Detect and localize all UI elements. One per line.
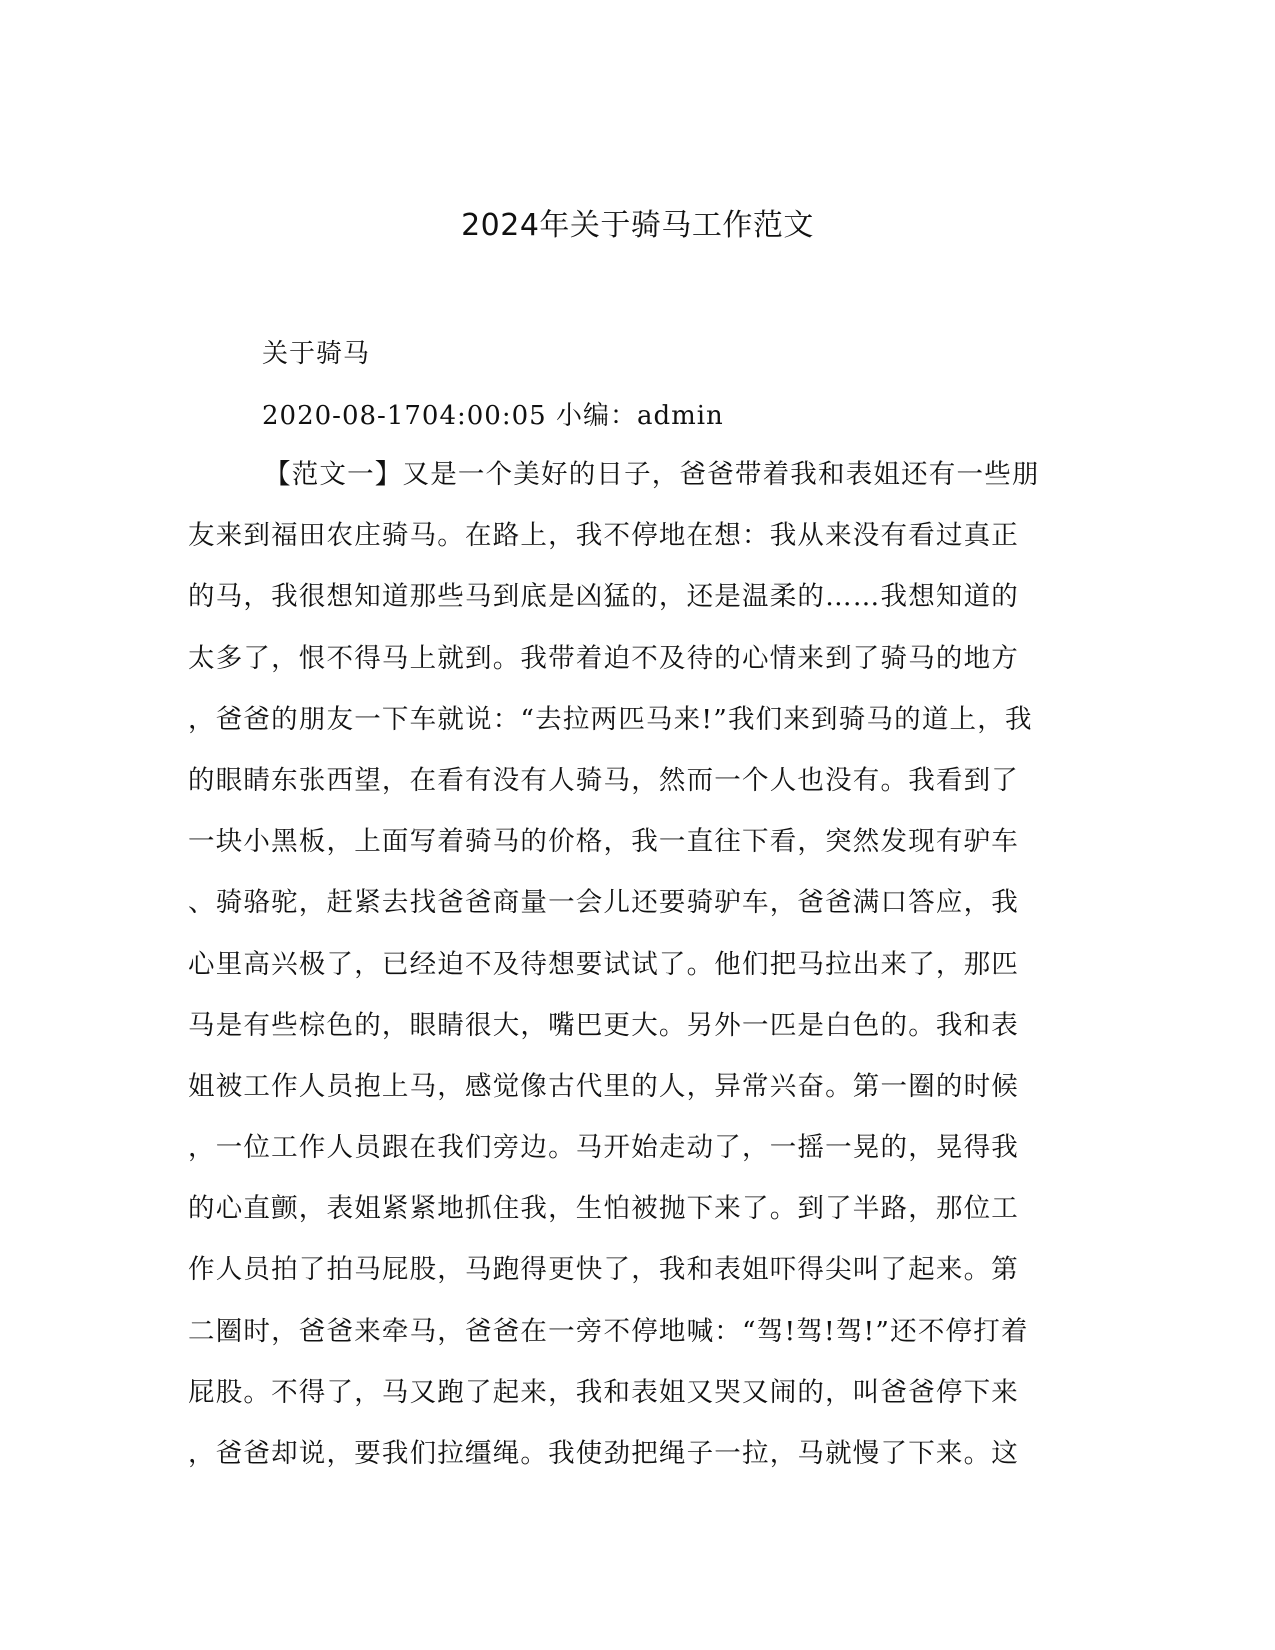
body-line: 心里高兴极了，已经迫不及待想要试试了。他们把马拉出来了，那匹 (188, 948, 1019, 980)
body-line: 【范文一】又是一个美好的日子，爸爸带着我和表姐还有一些朋 (264, 459, 1040, 490)
body-line: 作人员拍了拍马屁股，马跑得更快了，我和表姐吓得尖叫了起来。第 (188, 1254, 1019, 1286)
body-line: 二圈时，爸爸来牵马，爸爸在一旁不停地喊：“驾!驾!驾!”还不停打着 (188, 1315, 1029, 1347)
body-line: 的马，我很想知道那些马到底是凶猛的，还是温柔的……我想知道的 (188, 581, 1019, 613)
body-line: 太多了，恨不得马上就到。我带着迫不及待的心情来到了骑马的地方 (188, 642, 1019, 674)
body-line: ，爸爸却说，要我们拉缰绳。我使劲把绳子一拉，马就慢了下来。这 (188, 1438, 1019, 1469)
body-line: 一块小黑板，上面写着骑马的价格，我一直往下看，突然发现有驴车 (188, 826, 1019, 858)
document-subtitle: 关于骑马 (262, 339, 371, 369)
document-title: 2024年关于骑马工作范文 (461, 208, 814, 243)
body-line: 友来到福田农庄骑马。在路上，我不停地在想：我从来没有看过真正 (188, 520, 1019, 552)
body-line: 、骑骆驼，赶紧去找爸爸商量一会儿还要骑驴车，爸爸满口答应，我 (188, 887, 1019, 919)
body-line: 屁股。不得了，马又跑了起来，我和表姐又哭又闹的，叫爸爸停下来 (188, 1376, 1019, 1408)
document-meta-line: 2020-08-1704:00:05 小编：admin (262, 401, 724, 431)
body-line: 姐被工作人员抱上马，感觉像古代里的人，异常兴奋。第一圈的时候 (188, 1070, 1019, 1102)
body-line: ，爸爸的朋友一下车就说：“去拉两匹马来!”我们来到骑马的道上，我 (188, 703, 1033, 735)
body-line: 的心直颤，表姐紧紧地抓住我，生怕被抛下来了。到了半路，那位工 (188, 1193, 1019, 1225)
body-line: 的眼睛东张西望，在看有没有人骑马，然而一个人也没有。我看到了 (188, 764, 1019, 796)
body-line: 马是有些棕色的，眼睛很大，嘴巴更大。另外一匹是白色的。我和表 (188, 1009, 1019, 1041)
document-body (188, 453, 1078, 1493)
body-line: ，一位工作人员跟在我们旁边。马开始走动了，一摇一晃的，晃得我 (188, 1132, 1019, 1164)
